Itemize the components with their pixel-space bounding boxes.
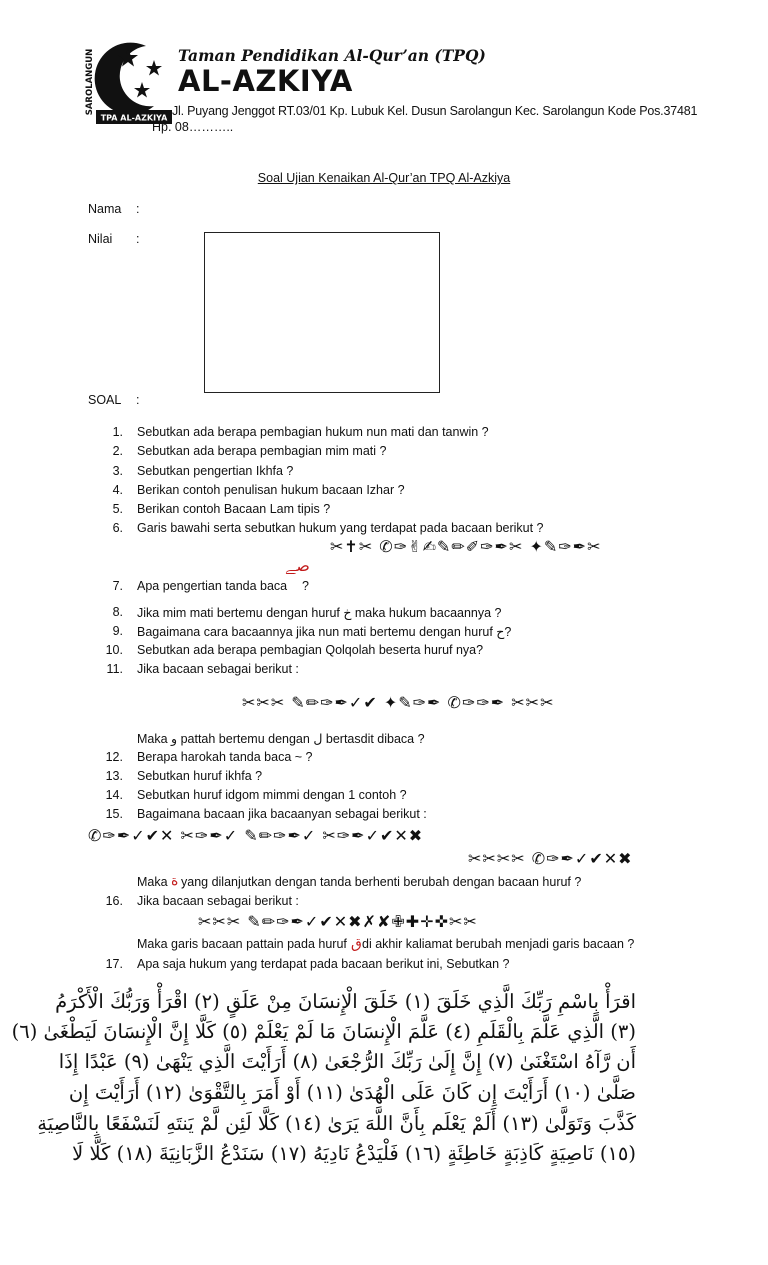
- question-text: Berikan contoh penulisan hukum bacaan Izhar ?: [137, 483, 405, 497]
- question-number: 14.: [105, 788, 123, 802]
- school-phone: Hp. 08………..: [152, 120, 234, 134]
- question-text: Berikan contoh Bacaan Lam tipis ?: [137, 502, 331, 516]
- question-number: 6.: [112, 521, 123, 535]
- nama-colon: :: [136, 202, 140, 216]
- school-name: AL-AZKIYA: [178, 64, 353, 98]
- arabic-verse-line: (٣) الَّذِي عَلَّمَ بِالْقَلَمِ (٤) عَلَّمَ الْإِنسَانَ مَا لَمْ يَعْلَمْ (٥) كَلَّا إِنَّ الْإِنسَانَ لَيَطْغَىٰ (٦): [11, 1020, 636, 1043]
- question-number: 3.: [112, 464, 123, 478]
- question-text: Sebutkan huruf ikhfa ?: [137, 769, 263, 783]
- score-box: [204, 232, 440, 393]
- arabic-verse-line: كَذَّبَ وَتَوَلَّىٰ (١٣) أَلَمْ يَعْلَم بِأَنَّ اللَّهَ يَرَىٰ (١٤) كَلَّا لَئِن لَّمْ يَنتَهِ لَنَسْفَعًا بِالنَّاصِيَةِ: [37, 1112, 636, 1135]
- question-tail: ?: [302, 579, 309, 593]
- question-text: Sebutkan ada berapa pembagian Qolqolah beserta huruf nya?: [137, 643, 484, 657]
- nama-label: Nama: [88, 202, 122, 216]
- arabic-symbol-text: ✂✂✂ ✎✏✑✒✓✔ ✦✎✑✒ ✆✑✑✒ ✂✂✂: [242, 693, 555, 712]
- question-text: Jika bacaan sebagai berikut :: [137, 894, 299, 908]
- question-note: Maka garis bacaan pattain pada huruf: [137, 937, 347, 951]
- logo-badge-text: TPA AL-AZKIYA: [100, 113, 168, 123]
- school-address: Jl. Puyang Jenggot RT.03/01 Kp. Lubuk Kel. Dusun Sarolangun Kec. Sarolangun Kode Pos.37481: [172, 104, 698, 118]
- question-text: Sebutkan ada berapa pembagian hukum nun mati dan tanwin ?: [137, 425, 489, 439]
- arabic-verse-line: أَن رَّآهُ اسْتَغْنَىٰ (٧) إِنَّ إِلَىٰ رَبِّكَ الرُّجْعَىٰ (٨) أَرَأَيْتَ الَّذِي يَنْهَىٰ (٩) عَبْدًا إِذَا: [58, 1050, 636, 1073]
- school-logo: [84, 38, 174, 128]
- question-number: 2.: [112, 444, 123, 458]
- question-number: 9.: [112, 624, 123, 638]
- question-number: 8.: [112, 605, 123, 619]
- arabic-verse-line: صَلَّىٰ (١٠) أَرَأَيْتَ إِن كَانَ عَلَى الْهُدَىٰ (١١) أَوْ أَمَرَ بِالتَّقْوَىٰ (١٢) أَرَأَيْتَ إِن: [68, 1081, 636, 1104]
- question-number: 4.: [112, 483, 123, 497]
- question-text: Sebutkan ada berapa pembagian mim mati ?: [137, 444, 387, 458]
- question-text: Jika mim mati bertemu dengan huruf خ maka hukum bacaannya ?: [137, 606, 502, 620]
- question-number: 13.: [105, 769, 123, 783]
- ta-marbuta-mark: ة: [171, 872, 179, 888]
- question-note: Maka: [137, 875, 168, 889]
- question-number: 12.: [105, 750, 123, 764]
- arabic-symbol-text: ✂✂✂ ✎✏✑✒✓✔✕✖✗✘✙✚✛✜✂✂: [198, 912, 478, 931]
- question-text: Bagaimana cara bacaannya jika nun mati bertemu dengan huruf ح?: [137, 625, 512, 639]
- question-text: Sebutkan pengertian Ikhfa ?: [137, 464, 294, 478]
- arabic-verse-line: اقرَأْ بِاسْمِ رَبِّكَ الَّذِي خَلَقَ (١) خَلَقَ الْإِنسَانَ مِنْ عَلَقٍ (٢) اقْرَأْ وَرَبُّكَ الْأَكْرَمُ: [55, 990, 636, 1013]
- nilai-colon: :: [136, 232, 140, 246]
- question-text: Apa saja hukum yang terdapat pada bacaan berikut ini, Sebutkan ?: [137, 957, 510, 971]
- soal-colon: :: [136, 393, 140, 407]
- arabic-symbol-text: ✂✂✂✂ ✆✑✒✓✔✕✖: [468, 849, 633, 868]
- soal-label: SOAL: [88, 393, 122, 407]
- waqf-sign-mark: ﺻﮯ: [285, 556, 310, 575]
- question-text: Apa pengertian tanda baca: [137, 579, 288, 593]
- question-number: 10.: [105, 643, 123, 657]
- arabic-verse-line: (١٥) نَاصِيَةٍ كَاذِبَةٍ خَاطِئَةٍ (١٦) فَلْيَدْعُ نَادِيَهُ (١٧) سَنَدْعُ الزَّبَانِيَةَ (١٨) كَلَّا لَا: [72, 1142, 636, 1165]
- question-number: 7.: [112, 579, 123, 593]
- question-number: 17.: [105, 957, 123, 971]
- arabic-symbol-text: ✂✝✂ ✆✑✌✍✎✏✐✑✒✂ ✦✎✑✒✂: [330, 537, 602, 556]
- qaf-mark: ق: [351, 935, 362, 951]
- exam-title: Soal Ujian Kenaikan Al-Qur’an TPQ Al-Azkiya: [257, 171, 511, 185]
- school-type-title: Taman Pendidikan Al-Qur’an (TPQ): [178, 46, 486, 65]
- question-number: 15.: [105, 807, 123, 821]
- question-note: Maka و pattah bertemu dengan ل bertasdit dibaca ?: [137, 732, 425, 746]
- nilai-label: Nilai: [88, 232, 113, 246]
- question-text: Berapa harokah tanda baca ~ ?: [137, 750, 313, 764]
- question-text: Bagaimana bacaan jika bacaanyan sebagai berikut :: [137, 807, 427, 821]
- question-text: Sebutkan huruf idgom mimmi dengan 1 contoh ?: [137, 788, 407, 802]
- question-number: 5.: [112, 502, 123, 516]
- question-text: Jika bacaan sebagai berikut :: [137, 662, 299, 676]
- arabic-symbol-text: ✆✑✒✓✔✕ ✂✑✒✓ ✎✏✑✒✓ ✂✑✒✓✔✕✖: [88, 826, 424, 845]
- question-number: 1.: [112, 425, 123, 439]
- logo-side-text: SAROLANGUN: [85, 48, 95, 116]
- question-number: 11.: [106, 662, 123, 676]
- question-number: 16.: [105, 894, 123, 908]
- question-note-tail: di akhir kaliamat berubah menjadi garis bacaan ?: [362, 937, 635, 951]
- question-text: Garis bawahi serta sebutkan hukum yang terdapat pada bacaan berikut ?: [137, 521, 544, 535]
- question-note-tail: yang dilanjutkan dengan tanda berhenti berubah dengan bacaan huruf ?: [181, 875, 582, 889]
